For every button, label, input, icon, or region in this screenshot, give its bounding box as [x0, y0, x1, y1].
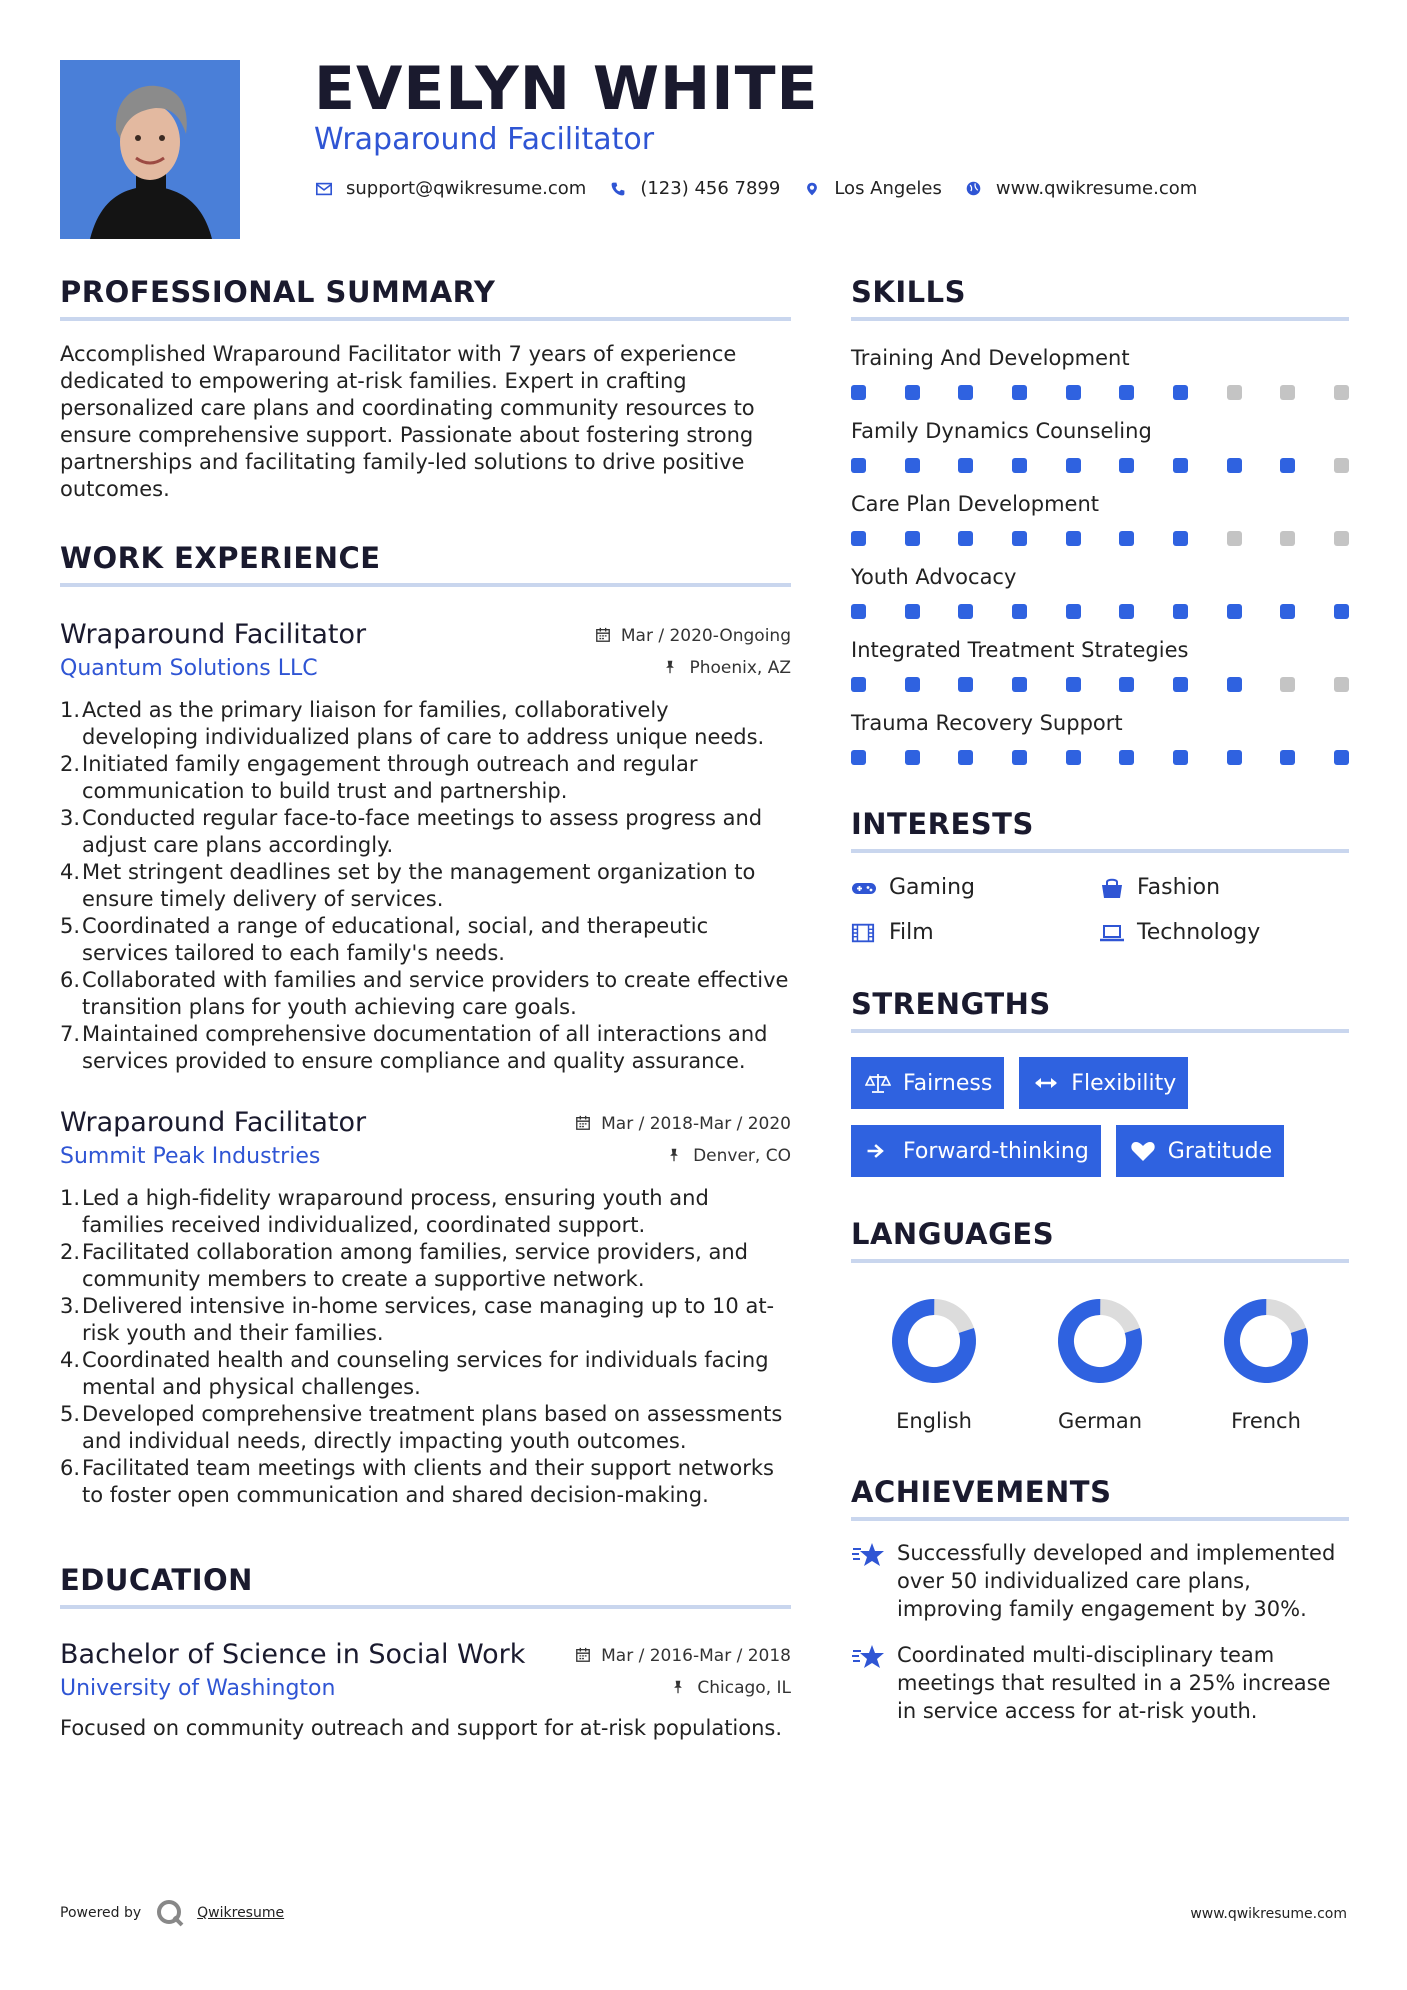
interest-item: Fashion [1099, 875, 1349, 900]
skill-dot-filled [1334, 604, 1349, 619]
film-icon [851, 922, 877, 944]
job-dates: Mar / 2020-Ongoing [595, 626, 791, 646]
skill-dot-filled [1012, 385, 1027, 400]
contact-website[interactable]: www.qwikresume.com [995, 178, 1198, 199]
skill-dot-filled [1119, 385, 1134, 400]
skill-dot-filled [1280, 750, 1295, 765]
calendar-icon [575, 1647, 593, 1665]
heart-icon [1130, 1140, 1156, 1162]
skill-name: Integrated Treatment Strategies [851, 638, 1189, 662]
language-item [1183, 1297, 1349, 1433]
map-marker-icon [802, 179, 822, 199]
strengths-list [851, 1057, 1349, 1177]
list-item: 2. Facilitated collaboration among families, service providers, and community members to create a supportive network. [60, 1240, 748, 1291]
skill-name: Family Dynamics Counseling [851, 419, 1152, 443]
candidate-role: Wraparound Facilitator [314, 122, 655, 157]
skills-list [851, 345, 1349, 765]
education-dates: Mar / 2016-Mar / 2018 [575, 1646, 791, 1666]
skill-dot-filled [1173, 750, 1188, 765]
language-name: German [1057, 1409, 1143, 1433]
skill-dot-filled [1280, 604, 1295, 619]
language-proficiency-ring [1222, 1297, 1310, 1385]
skill-dot-filled [851, 531, 866, 546]
skill-dot-empty [1280, 385, 1295, 400]
list-item: 5. Developed comprehensive treatment plans based on assessments and individual needs, directly impacting youth outcomes. [60, 1402, 783, 1453]
language-proficiency-ring [1056, 1297, 1144, 1385]
calendar-icon [595, 627, 613, 645]
skill-name: Youth Advocacy [851, 565, 1017, 589]
skill-level-rating [851, 385, 1349, 400]
skill-dot-filled [905, 750, 920, 765]
skill-dot-filled [1227, 604, 1242, 619]
interests-heading: INTERESTS [851, 807, 1349, 853]
list-item: 6. Collaborated with families and service providers to create effective transition plans for youth achieving care goals. [60, 968, 789, 1019]
left-column [60, 275, 791, 1742]
interest-item: Film [851, 920, 1099, 945]
education-entry [60, 1639, 791, 1742]
job-title: Wraparound Facilitator [60, 1107, 367, 1138]
strength-chip: Fairness [851, 1057, 1004, 1109]
portrait-image [60, 60, 240, 239]
shopping-bag-icon [1099, 877, 1125, 899]
profile-photo [60, 60, 240, 239]
qwikresume-link[interactable]: Qwikresume [197, 1905, 285, 1921]
job-location: Denver, CO [667, 1146, 791, 1166]
skill-dot-filled [1173, 458, 1188, 473]
star-badge-icon [851, 1541, 885, 1569]
skill-dot-filled [1173, 677, 1188, 692]
language-item [851, 1297, 1017, 1433]
pushpin-icon [671, 1679, 689, 1697]
skill-dot-filled [1119, 677, 1134, 692]
list-item: 7. Maintained comprehensive documentation of all interactions and services provided to ensure compliance and quality assurance. [60, 1022, 768, 1073]
contact-bar [314, 178, 1219, 199]
contact-phone[interactable]: (123) 456 7899 [640, 178, 781, 199]
candidate-name: EVELYN WHITE [314, 54, 819, 124]
footer-powered-by: Powered by Qwikresume [60, 1898, 284, 1928]
ring-fill [1223, 1298, 1309, 1384]
globe-icon [964, 179, 984, 199]
interest-item: Gaming [851, 875, 1099, 900]
skill-name: Trauma Recovery Support [851, 711, 1123, 735]
experience-heading: WORK EXPERIENCE [60, 541, 791, 587]
achievements-heading: ACHIEVEMENTS [851, 1475, 1349, 1521]
school-name: University of Washington [60, 1676, 336, 1701]
skill-dot-filled [958, 385, 973, 400]
list-item: 4. Coordinated health and counseling services for individuals facing mental and physical challenges. [60, 1348, 769, 1399]
skill-dot-filled [851, 458, 866, 473]
skill-dot-filled [1227, 458, 1242, 473]
arrows-horizontal-icon [1033, 1072, 1059, 1094]
job-title: Wraparound Facilitator [60, 619, 367, 650]
skill-dot-filled [905, 604, 920, 619]
skill-dot-filled [905, 531, 920, 546]
education-location: Chicago, IL [671, 1678, 791, 1698]
list-item: 3. Conducted regular face-to-face meetings to assess progress and adjust care plans accordingly. [60, 806, 763, 857]
skill-dot-filled [1119, 458, 1134, 473]
skill-dot-filled [1280, 458, 1295, 473]
skill-level-rating [851, 677, 1349, 692]
envelope-icon [314, 179, 334, 199]
skill-dot-filled [1227, 677, 1242, 692]
skill-dot-filled [1012, 750, 1027, 765]
language-proficiency-ring [890, 1297, 978, 1385]
skill-dot-filled [1119, 531, 1134, 546]
languages-heading: LANGUAGES [851, 1217, 1349, 1263]
balance-scale-icon [865, 1072, 891, 1094]
skill-dot-filled [905, 677, 920, 692]
list-item: 6. Facilitated team meetings with clients and their support networks to foster open communication and shared decision-making. [60, 1456, 774, 1507]
list-item: 5. Coordinated a range of educational, social, and therapeutic services tailored to each family's needs. [60, 914, 709, 965]
skill-dot-empty [1280, 677, 1295, 692]
list-item: 1. Acted as the primary liaison for families, collaboratively developing individualized plans of care to address unique needs. [60, 698, 765, 749]
job-entry [60, 619, 791, 1075]
skills-heading: SKILLS [851, 275, 1349, 321]
skill-dot-filled [1334, 750, 1349, 765]
job-dates: Mar / 2018-Mar / 2020 [575, 1114, 791, 1134]
list-item: 3. Delivered intensive in-home services, case managing up to 10 at-risk youth and their families. [60, 1294, 775, 1345]
skill-dot-filled [1066, 531, 1081, 546]
list-item: 1. Led a high-fidelity wraparound process, ensuring youth and families received individualized, coordinated support. [60, 1186, 709, 1237]
skill-level-rating [851, 531, 1349, 546]
skill-dot-filled [1066, 458, 1081, 473]
gamepad-icon [851, 877, 877, 899]
arrow-right-icon [865, 1140, 891, 1162]
ring-fill [1057, 1298, 1143, 1384]
pushpin-icon [667, 1147, 685, 1165]
education-heading: EDUCATION [60, 1563, 791, 1609]
contact-location: Los Angeles [834, 178, 942, 199]
company-name: Summit Peak Industries [60, 1144, 321, 1169]
skill-dot-filled [1012, 604, 1027, 619]
skill-name: Training And Development [851, 346, 1130, 370]
skill-name: Care Plan Development [851, 492, 1100, 516]
skill-dot-filled [1119, 750, 1134, 765]
strengths-heading: STRENGTHS [851, 987, 1349, 1033]
skill-dot-filled [1012, 458, 1027, 473]
skill-dot-filled [905, 458, 920, 473]
calendar-icon [575, 1115, 593, 1133]
skill-dot-filled [851, 750, 866, 765]
contact-email[interactable]: support@qwikresume.com [346, 178, 587, 199]
skill-dot-filled [851, 677, 866, 692]
skill-dot-filled [1012, 531, 1027, 546]
skill-dot-filled [958, 531, 973, 546]
skill-dot-filled [1173, 531, 1188, 546]
skill-dot-empty [1280, 531, 1295, 546]
star-badge-icon [851, 1643, 885, 1671]
job-location: Phoenix, AZ [663, 658, 791, 678]
achievement-item: Coordinated multi-disciplinary team meetings that resulted in a 25% increase in service access for at-risk youth. [851, 1641, 1349, 1725]
qwikresume-logo-icon [155, 1898, 185, 1928]
jobs-list [60, 619, 791, 1509]
pushpin-icon [663, 659, 681, 677]
strength-chip: Forward-thinking [851, 1125, 1101, 1177]
list-item: 2. Initiated family engagement through outreach and regular communication to build trust and partnership. [60, 752, 698, 803]
company-name: Quantum Solutions LLC [60, 656, 318, 681]
skill-dot-filled [958, 677, 973, 692]
skill-dot-filled [851, 604, 866, 619]
laptop-icon [1099, 922, 1125, 944]
skill-dot-empty [1227, 531, 1242, 546]
job-entry [60, 1107, 791, 1509]
skill-level-rating [851, 750, 1349, 765]
skill-dot-filled [851, 385, 866, 400]
interests-list [851, 875, 1349, 945]
skill-level-rating [851, 458, 1349, 473]
interest-item: Technology [1099, 920, 1349, 945]
achievement-item: Successfully developed and implemented over 50 individualized care plans, improving family engagement by 30%. [851, 1539, 1349, 1623]
language-name: French [1231, 1409, 1301, 1433]
summary-heading: PROFESSIONAL SUMMARY [60, 275, 791, 321]
ring-fill [891, 1298, 977, 1384]
education-description: Focused on community outreach and support for at-risk populations. [60, 1716, 783, 1740]
skill-dot-filled [1066, 750, 1081, 765]
skill-dot-filled [1173, 385, 1188, 400]
skill-dot-empty [1334, 458, 1349, 473]
job-bullets [60, 1185, 791, 1509]
skill-dot-filled [1066, 385, 1081, 400]
skill-dot-filled [1012, 677, 1027, 692]
skill-dot-filled [958, 458, 973, 473]
summary-text: Accomplished Wraparound Facilitator with 7 years of experience dedicated to empowering at-risk families. Expert in crafting personalized care plans and coordinating community resources to ensure comprehensive support. Passionate about fostering strong partnerships and facilitating family-led solutions to drive positive outcomes. [60, 342, 755, 501]
skill-dot-empty [1334, 531, 1349, 546]
phone-icon [608, 179, 628, 199]
job-bullets [60, 697, 791, 1075]
degree-title: Bachelor of Science in Social Work [60, 1639, 526, 1670]
language-item [1017, 1297, 1183, 1433]
skill-dot-filled [1227, 750, 1242, 765]
footer-website[interactable]: www.qwikresume.com [1190, 1906, 1347, 1922]
skill-dot-filled [1119, 604, 1134, 619]
strength-chip: Flexibility [1019, 1057, 1188, 1109]
skill-dot-filled [1066, 677, 1081, 692]
skill-dot-empty [1334, 677, 1349, 692]
skill-dot-empty [1334, 385, 1349, 400]
skill-dot-filled [905, 385, 920, 400]
right-column [851, 275, 1349, 1725]
language-name: English [896, 1409, 972, 1433]
skill-dot-filled [1173, 604, 1188, 619]
skill-level-rating [851, 604, 1349, 619]
skill-dot-empty [1227, 385, 1242, 400]
skill-dot-filled [958, 750, 973, 765]
strength-chip: Gratitude [1116, 1125, 1284, 1177]
list-item: 4. Met stringent deadlines set by the management organization to ensure timely delivery of services. [60, 860, 756, 911]
skill-dot-filled [958, 604, 973, 619]
skill-dot-filled [1066, 604, 1081, 619]
languages-list [851, 1297, 1349, 1433]
